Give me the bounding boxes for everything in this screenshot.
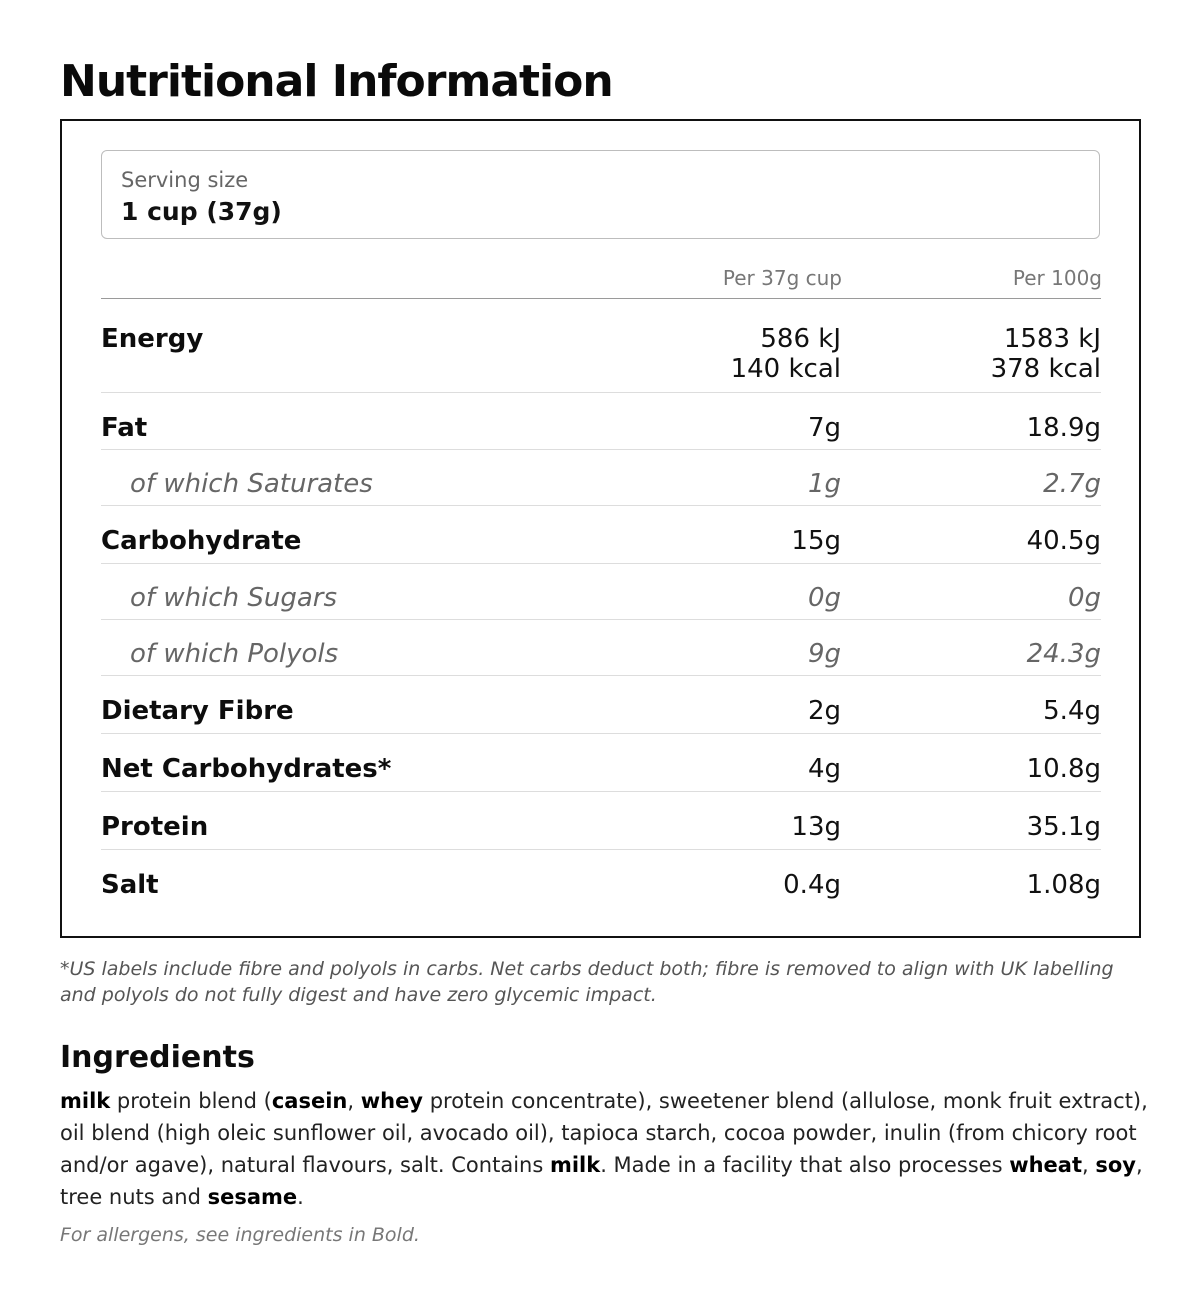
nutrient-value-per-100g: 40.5g bbox=[1026, 526, 1101, 556]
serving-size-label: Serving size bbox=[121, 168, 249, 192]
allergen-ingredient: whey bbox=[360, 1089, 424, 1113]
nutrient-value-per-serving bbox=[731, 324, 841, 384]
energy-kcal-per-serving: 140 kcal bbox=[730, 354, 841, 384]
page-title: Nutritional Information bbox=[60, 56, 613, 107]
energy-kcal-per-100g: 378 kcal bbox=[990, 354, 1101, 384]
nutrient-value-per-100g: 24.3g bbox=[1026, 639, 1101, 669]
column-header-per-100g: Per 100g bbox=[1012, 266, 1102, 290]
nutrient-value-per-serving: 13g bbox=[791, 812, 841, 842]
nutrient-row-net-carbohydrates bbox=[101, 754, 1101, 792]
nutrient-row-carbohydrate bbox=[101, 526, 1101, 564]
nutrient-value-per-100g: 10.8g bbox=[1026, 754, 1101, 784]
nutrient-value-per-100g: 2.7g bbox=[1043, 469, 1101, 499]
ingredient-text: . bbox=[297, 1185, 304, 1209]
nutrient-name: of which Saturates bbox=[130, 469, 373, 499]
nutrient-name: Carbohydrate bbox=[101, 526, 302, 556]
nutrient-value-per-serving: 0.4g bbox=[783, 870, 841, 900]
net-carbs-footnote: *US labels include fibre and polyols in carbs. Net carbs deduct both; fibre is removed to align with UK labelling and polyols do not fully digest and have zero glycemic impact. bbox=[60, 958, 1114, 1006]
nutrient-row-salt bbox=[101, 870, 1101, 907]
ingredient-text: , bbox=[347, 1089, 361, 1113]
nutrient-value-per-100g: 35.1g bbox=[1026, 812, 1101, 842]
energy-kj-per-serving: 586 kJ bbox=[760, 324, 841, 354]
ingredient-text: , tree nuts and bbox=[60, 1153, 1143, 1209]
nutrient-value-per-100g: 0g bbox=[1067, 583, 1101, 613]
allergen-ingredient: milk bbox=[549, 1153, 601, 1177]
nutrient-value-per-100g: 5.4g bbox=[1043, 696, 1101, 726]
nutrient-name: Energy bbox=[101, 324, 204, 354]
nutrient-name: of which Sugars bbox=[130, 583, 337, 613]
allergen-ingredient: milk bbox=[60, 1089, 111, 1113]
nutrient-name: Protein bbox=[101, 812, 209, 842]
nutrient-row-energy bbox=[101, 324, 1101, 393]
energy-kj-per-100g: 1583 kJ bbox=[1003, 324, 1101, 354]
nutrient-name: Salt bbox=[101, 870, 159, 900]
nutrient-name: Net Carbohydrates* bbox=[101, 754, 392, 784]
allergen-ingredient: soy bbox=[1095, 1153, 1136, 1177]
nutrient-row-protein bbox=[101, 812, 1101, 850]
allergen-ingredient: sesame bbox=[207, 1185, 298, 1209]
ingredient-text: protein blend ( bbox=[110, 1089, 272, 1113]
nutrient-row-sugars bbox=[101, 583, 1101, 620]
allergen-ingredient: casein bbox=[271, 1089, 348, 1113]
nutrient-value-per-serving: 1g bbox=[807, 469, 841, 499]
nutrient-name: Dietary Fibre bbox=[101, 696, 294, 726]
ingredient-text: . Made in a facility that also processes bbox=[600, 1153, 1010, 1177]
serving-size-box bbox=[101, 150, 1100, 239]
nutrition-panel bbox=[60, 119, 1141, 938]
nutrient-value-per-serving: 9g bbox=[807, 639, 841, 669]
header-divider bbox=[101, 298, 1101, 299]
allergen-note: For allergens, see ingredients in Bold. bbox=[60, 1224, 420, 1246]
nutrient-row-polyols bbox=[101, 639, 1101, 676]
nutrient-value-per-100g bbox=[991, 324, 1101, 384]
nutrient-name: Fat bbox=[101, 413, 148, 443]
nutrient-value-per-100g: 18.9g bbox=[1026, 413, 1101, 443]
nutrient-row-dietary-fibre bbox=[101, 696, 1101, 734]
ingredient-text: protein concentrate), sweetener blend (allulose, monk fruit extract), oil blend (high oleic sunflower oil, avocado oil), tapioca starch, cocoa powder, inulin (from chicory root and/or agave), natural flavours, salt. Contains bbox=[60, 1089, 1148, 1177]
nutrient-row-saturates bbox=[101, 469, 1101, 506]
allergen-ingredient: wheat bbox=[1009, 1153, 1083, 1177]
nutrient-row-fat bbox=[101, 413, 1101, 450]
ingredients-list bbox=[60, 1085, 1150, 1213]
nutrient-value-per-serving: 4g bbox=[807, 754, 841, 784]
serving-size-value: 1 cup (37g) bbox=[121, 197, 282, 226]
column-header-per-serving: Per 37g cup bbox=[722, 266, 842, 290]
ingredient-text: , bbox=[1082, 1153, 1096, 1177]
nutrient-value-per-serving: 15g bbox=[791, 526, 841, 556]
nutrient-value-per-serving: 0g bbox=[807, 583, 841, 613]
nutrient-name: of which Polyols bbox=[130, 639, 339, 669]
ingredients-heading: Ingredients bbox=[60, 1040, 255, 1075]
nutrient-value-per-serving: 2g bbox=[807, 696, 841, 726]
nutrient-value-per-100g: 1.08g bbox=[1026, 870, 1101, 900]
nutrient-value-per-serving: 7g bbox=[807, 413, 841, 443]
